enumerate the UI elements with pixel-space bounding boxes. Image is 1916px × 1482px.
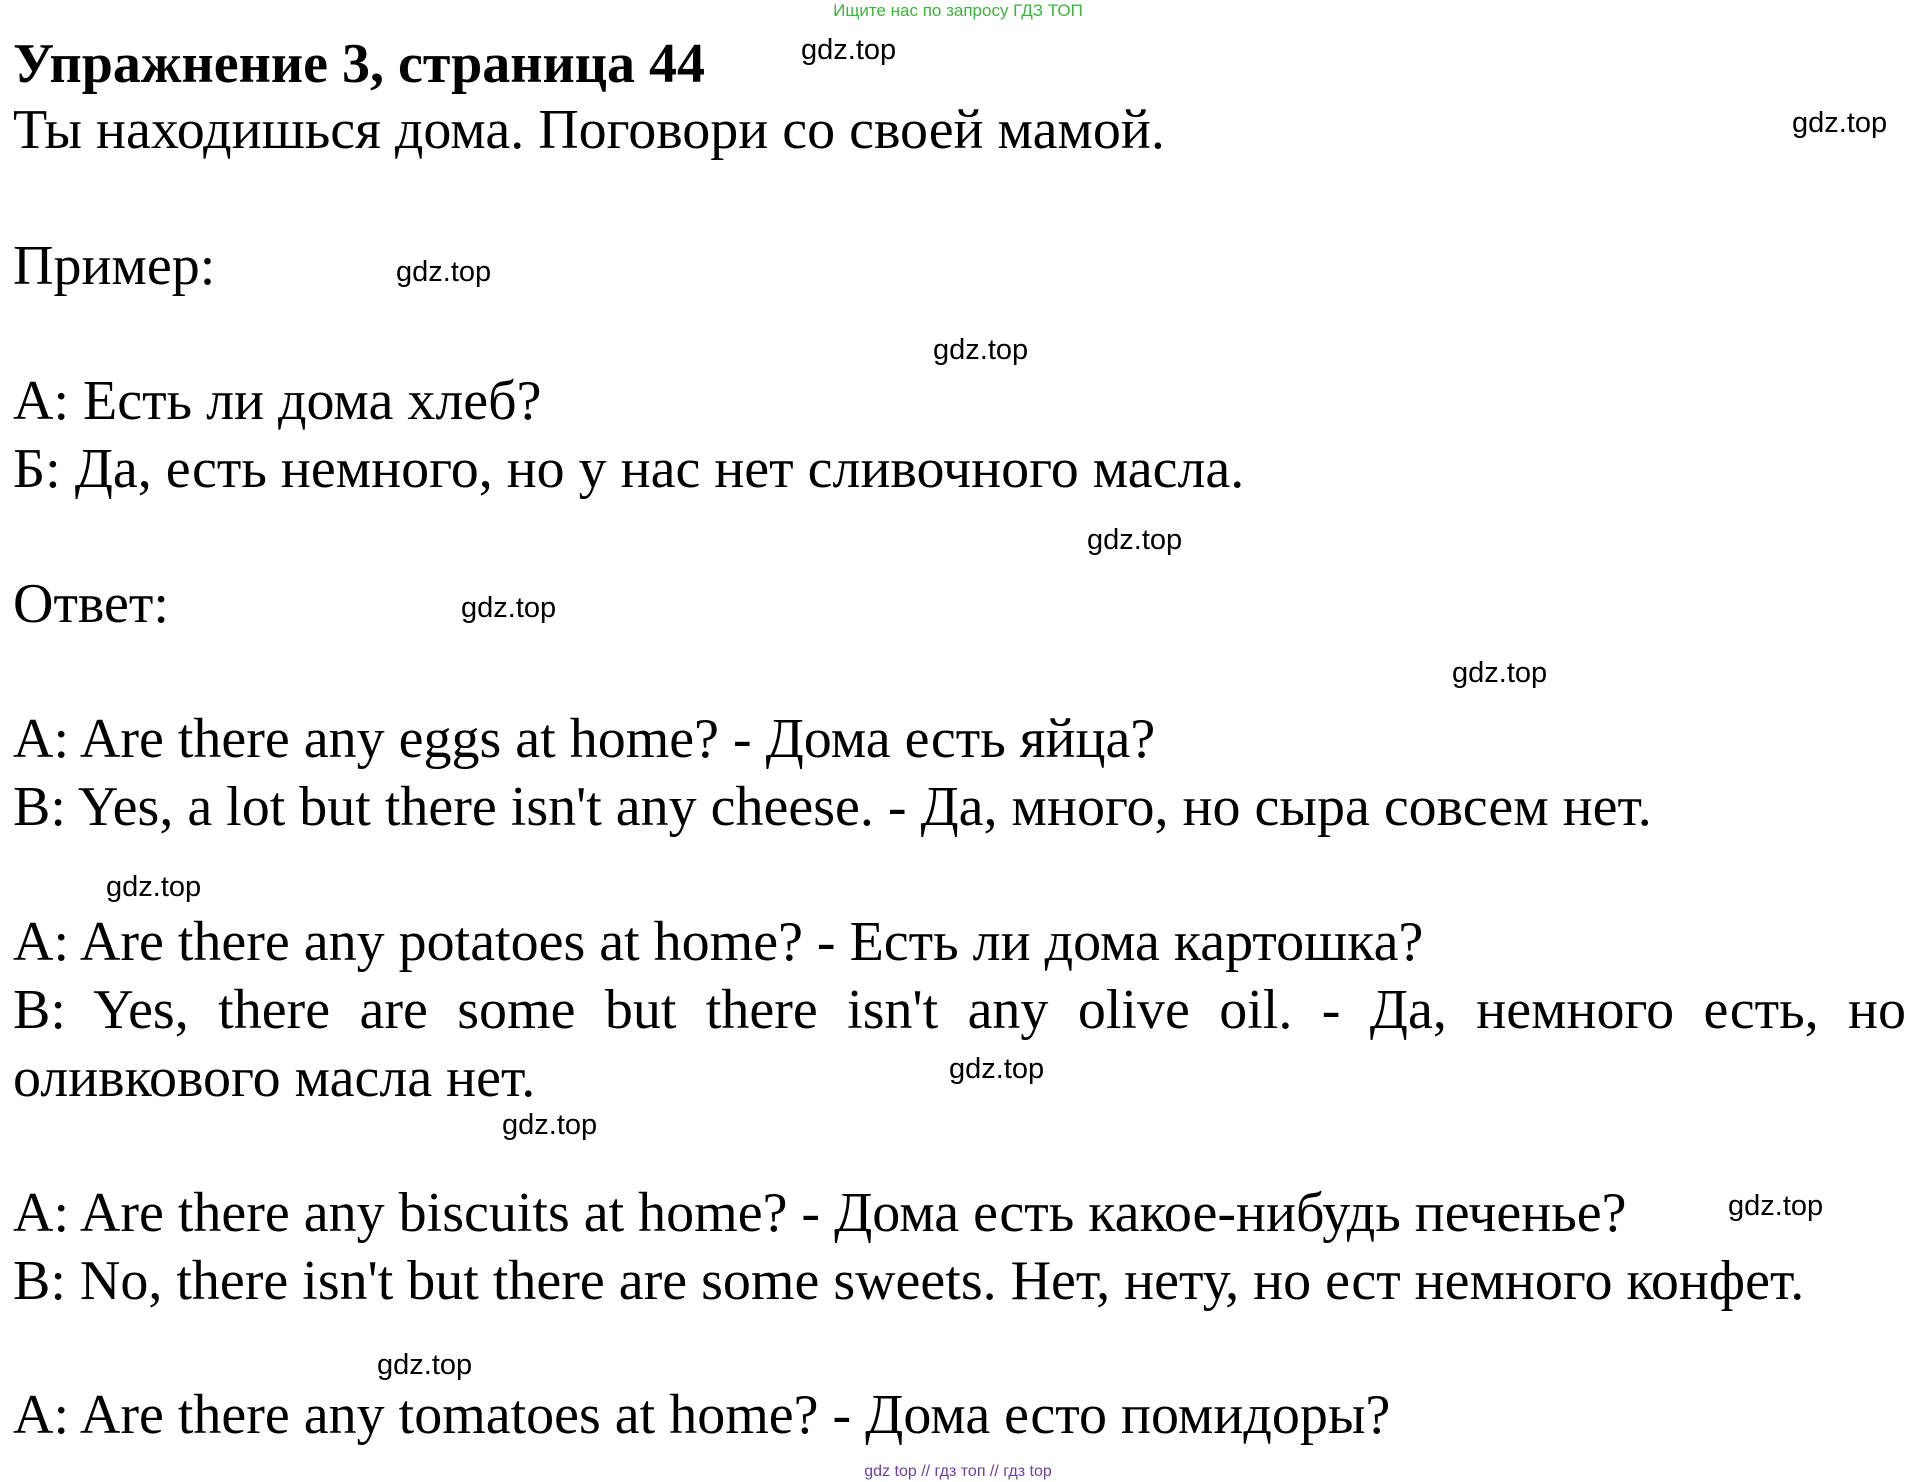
watermark: gdz.top — [377, 1349, 473, 1381]
watermark: gdz.top — [502, 1109, 598, 1141]
watermark: gdz.top — [106, 871, 202, 903]
instruction-text: Ты находишься дома. Поговори со своей мамой. — [13, 99, 1165, 161]
watermark: gdz.top — [801, 34, 897, 66]
dialog-3-line-a: A: Are there any biscuits at home? - Дома есть какое-нибудь печенье? — [13, 1182, 1627, 1244]
watermark: gdz.top — [1792, 107, 1888, 139]
top-banner: Ищите нас по запросу ГДЗ ТОП — [833, 1, 1083, 20]
watermark: gdz.top — [949, 1053, 1045, 1085]
dialog-1-line-a: A: Are there any eggs at home? - Дома есть яйца? — [13, 708, 1156, 770]
watermark: gdz.top — [1452, 657, 1548, 689]
watermark: gdz.top — [1728, 1190, 1824, 1222]
dialog-2-line-a: A: Are there any potatoes at home? - Есть ли дома картошка? — [13, 911, 1424, 973]
answer-label: Ответ: — [13, 573, 169, 635]
example-label: Пример: — [13, 235, 216, 297]
bottom-banner: gdz top // гдз топ // гдз top — [864, 1463, 1052, 1480]
dialog-3-line-b: B: No, there isn't but there are some sweets. Нет, нету, но ест немного конфет. — [13, 1250, 1805, 1312]
watermark: gdz.top — [396, 256, 492, 288]
dialog-4-line-a: A: Are there any tomatoes at home? - Дома есто помидоры? — [13, 1384, 1391, 1446]
watermark: gdz.top — [1087, 524, 1183, 556]
example-line-a: А: Есть ли дома хлеб? — [13, 370, 542, 432]
dialog-1-line-b: B: Yes, a lot but there isn't any cheese. - Да, много, но сыра совсем нет. — [13, 776, 1652, 838]
example-line-b: Б: Да, есть немного, но у нас нет сливочного масла. — [13, 438, 1245, 500]
watermark: gdz.top — [933, 334, 1029, 366]
dialog-2-line-b: B: Yes, there are some but there isn't any olive oil. - Да, немного есть, но оливкового масла нет. — [13, 979, 1906, 1109]
page-title: Упражнение 3, страница 44 — [13, 33, 706, 95]
watermark: gdz.top — [461, 592, 557, 624]
